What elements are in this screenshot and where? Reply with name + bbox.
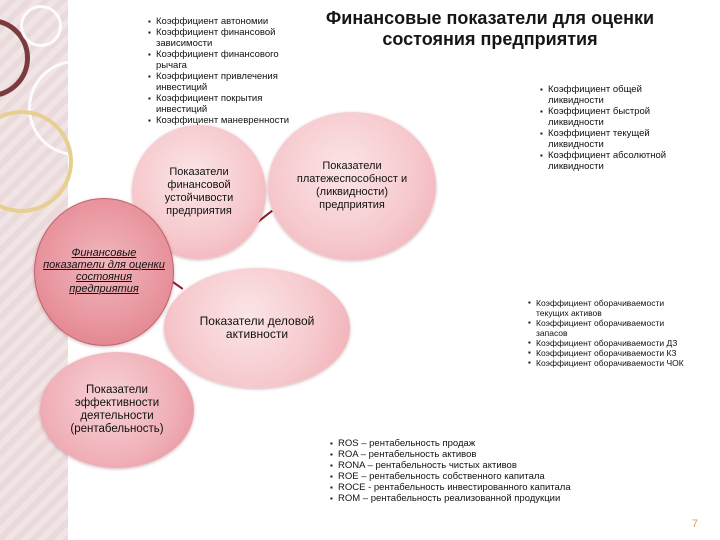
list-item: ▪ ROE – рентабельность собственного капитала: [330, 471, 620, 482]
list-item: ▪ Коэффициент общей ликвидности: [540, 84, 690, 106]
stability-label: Показатели финансовой устойчивости предприятия: [164, 166, 234, 217]
list-item: ▪ Коэффициент финансовой зависимости: [148, 27, 308, 49]
liquidity-circle: [268, 112, 436, 260]
list-item: ▪ ROM – рентабельность реализованной продукции: [330, 493, 620, 504]
list-item: ▪ Коэффициент автономии: [148, 16, 308, 27]
list-item: ▪ RONA – рентабельность чистых активов: [330, 460, 620, 471]
list-item: ▪ Коэффициент привлечения инвестиций: [148, 71, 308, 93]
business-activity-label: Показатели деловой активности: [199, 314, 315, 341]
profitability-label: Показатели эффективности деятельности (рентабельность): [70, 384, 164, 435]
liquidity-label: Показатели платежеспособност и (ликвидности) предприятия: [296, 160, 408, 211]
list-item: ▪ ROCE - рентабельность инвестированного капитала: [330, 482, 620, 493]
list-item: ▪ Коэффициент оборачиваемости ДЗ: [528, 338, 688, 348]
slide-title: Финансовые показатели для оценки состояния предприятия: [325, 8, 655, 49]
list-item: ▪ Коэффициент оборачиваемости запасов: [528, 318, 688, 338]
list-item: ▪ Коэффициент оборачиваемости ЧОК: [528, 358, 688, 368]
stability-list: [148, 16, 308, 126]
list-item: ▪ Коэффициент абсолютной ликвидности: [540, 150, 690, 172]
profitability-list: [330, 438, 620, 504]
list-item: ▪ Коэффициент оборачиваемости КЗ: [528, 348, 688, 358]
list-item: ▪ Коэффициент покрытия инвестиций: [148, 93, 308, 115]
business-activity-circle: [164, 268, 350, 388]
decorative-ring-small: [20, 5, 62, 47]
business-activity-list: [528, 298, 688, 368]
center-label: Финансовые показатели для оценки состояния предприятия: [43, 247, 165, 295]
list-item: ▪ ROA – рентабельность активов: [330, 449, 620, 460]
list-item: ▪ Коэффициент оборачиваемости текущих активов: [528, 298, 688, 318]
profitability-circle: [40, 352, 194, 468]
page-number: 7: [691, 518, 698, 530]
list-item: ▪ Коэффициент маневренности: [148, 115, 308, 126]
list-item: ▪ ROS – рентабельность продаж: [330, 438, 620, 449]
list-item: ▪ Коэффициент быстрой ликвидности: [540, 106, 690, 128]
center-circle: [34, 198, 174, 346]
list-item: ▪ Коэффициент текущей ликвидности: [540, 128, 690, 150]
list-item: ▪ Коэффициент финансового рычага: [148, 49, 308, 71]
liquidity-list: [540, 84, 690, 172]
